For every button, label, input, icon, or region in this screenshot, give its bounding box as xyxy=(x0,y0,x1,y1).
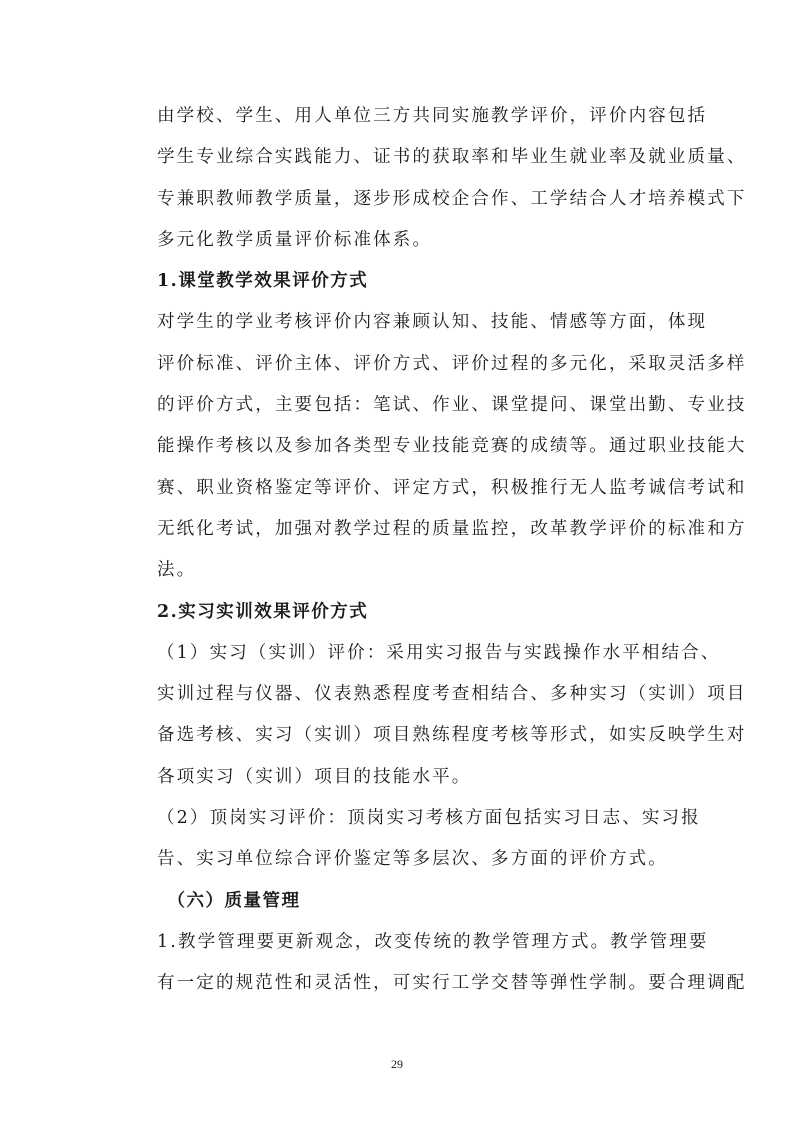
text-line: 能操作考核以及参加各类型专业技能竞赛的成绩等。通过职业技能大 xyxy=(157,436,747,457)
intro-paragraph xyxy=(122,96,747,261)
teaching-management-paragraph xyxy=(122,922,747,1005)
text-line: 法。 xyxy=(157,560,197,581)
text-line: 实训过程与仪器、仪表熟悉程度考查相结合、多种实习（实训）项目 xyxy=(157,684,747,705)
placement-evaluation-paragraph xyxy=(122,798,701,881)
text-line: 的评价方式，主要包括：笔试、作业、课堂提问、课堂出勤、专业技 xyxy=(157,395,747,416)
text-line: 各项实习（实训）项目的技能水平。 xyxy=(157,766,472,787)
heading-classroom-evaluation: 1.课堂教学效果评价方式 xyxy=(157,271,369,292)
text-line: 有一定的规范性和灵活性，可实行工学交替等弹性学制。要合理调配 xyxy=(157,973,747,994)
classroom-evaluation-paragraph xyxy=(122,302,747,591)
document-body xyxy=(122,96,747,1005)
text-line: （2）顶岗实习评价：顶岗实习考核方面包括实习日志、实习报 xyxy=(157,808,701,829)
text-line: 1.教学管理要更新观念，改变传统的教学管理方式。教学管理要 xyxy=(157,931,709,952)
heading-quality-management: （六）质量管理 xyxy=(167,890,301,911)
text-line: 备选考核、实习（实训）项目熟练程度考核等形式，如实反映学生对 xyxy=(157,725,747,746)
text-line: 专兼职教师教学质量，逐步形成校企合作、工学结合人才培养模式下 xyxy=(157,188,747,209)
text-line: 无纸化考试，加强对教学过程的质量监控，改革教学评价的标准和方 xyxy=(157,518,747,539)
heading-internship-evaluation: 2.实习实训效果评价方式 xyxy=(157,601,369,622)
text-line: 对学生的学业考核评价内容兼顾认知、技能、情感等方面，体现 xyxy=(157,312,708,333)
text-line: 学生专业综合实践能力、证书的获取率和毕业生就业率及就业质量、 xyxy=(157,147,747,168)
text-line: 多元化教学质量评价标准体系。 xyxy=(157,229,433,250)
text-line: 告、实习单位综合评价鉴定等多层次、多方面的评价方式。 xyxy=(157,849,668,870)
text-line: 评价标准、评价主体、评价方式、评价过程的多元化，采取灵活多样 xyxy=(157,353,747,374)
text-line: 由学校、学生、用人单位三方共同实施教学评价，评价内容包括 xyxy=(157,106,708,126)
text-line: （1）实习（实训）评价：采用实习报告与实践操作水平相结合、 xyxy=(157,642,721,663)
text-line: 赛、职业资格鉴定等评价、评定方式，积极推行无人监考诚信考试和 xyxy=(157,477,747,498)
page-number: 29 xyxy=(391,1057,403,1071)
internship-evaluation-paragraph xyxy=(122,633,747,798)
